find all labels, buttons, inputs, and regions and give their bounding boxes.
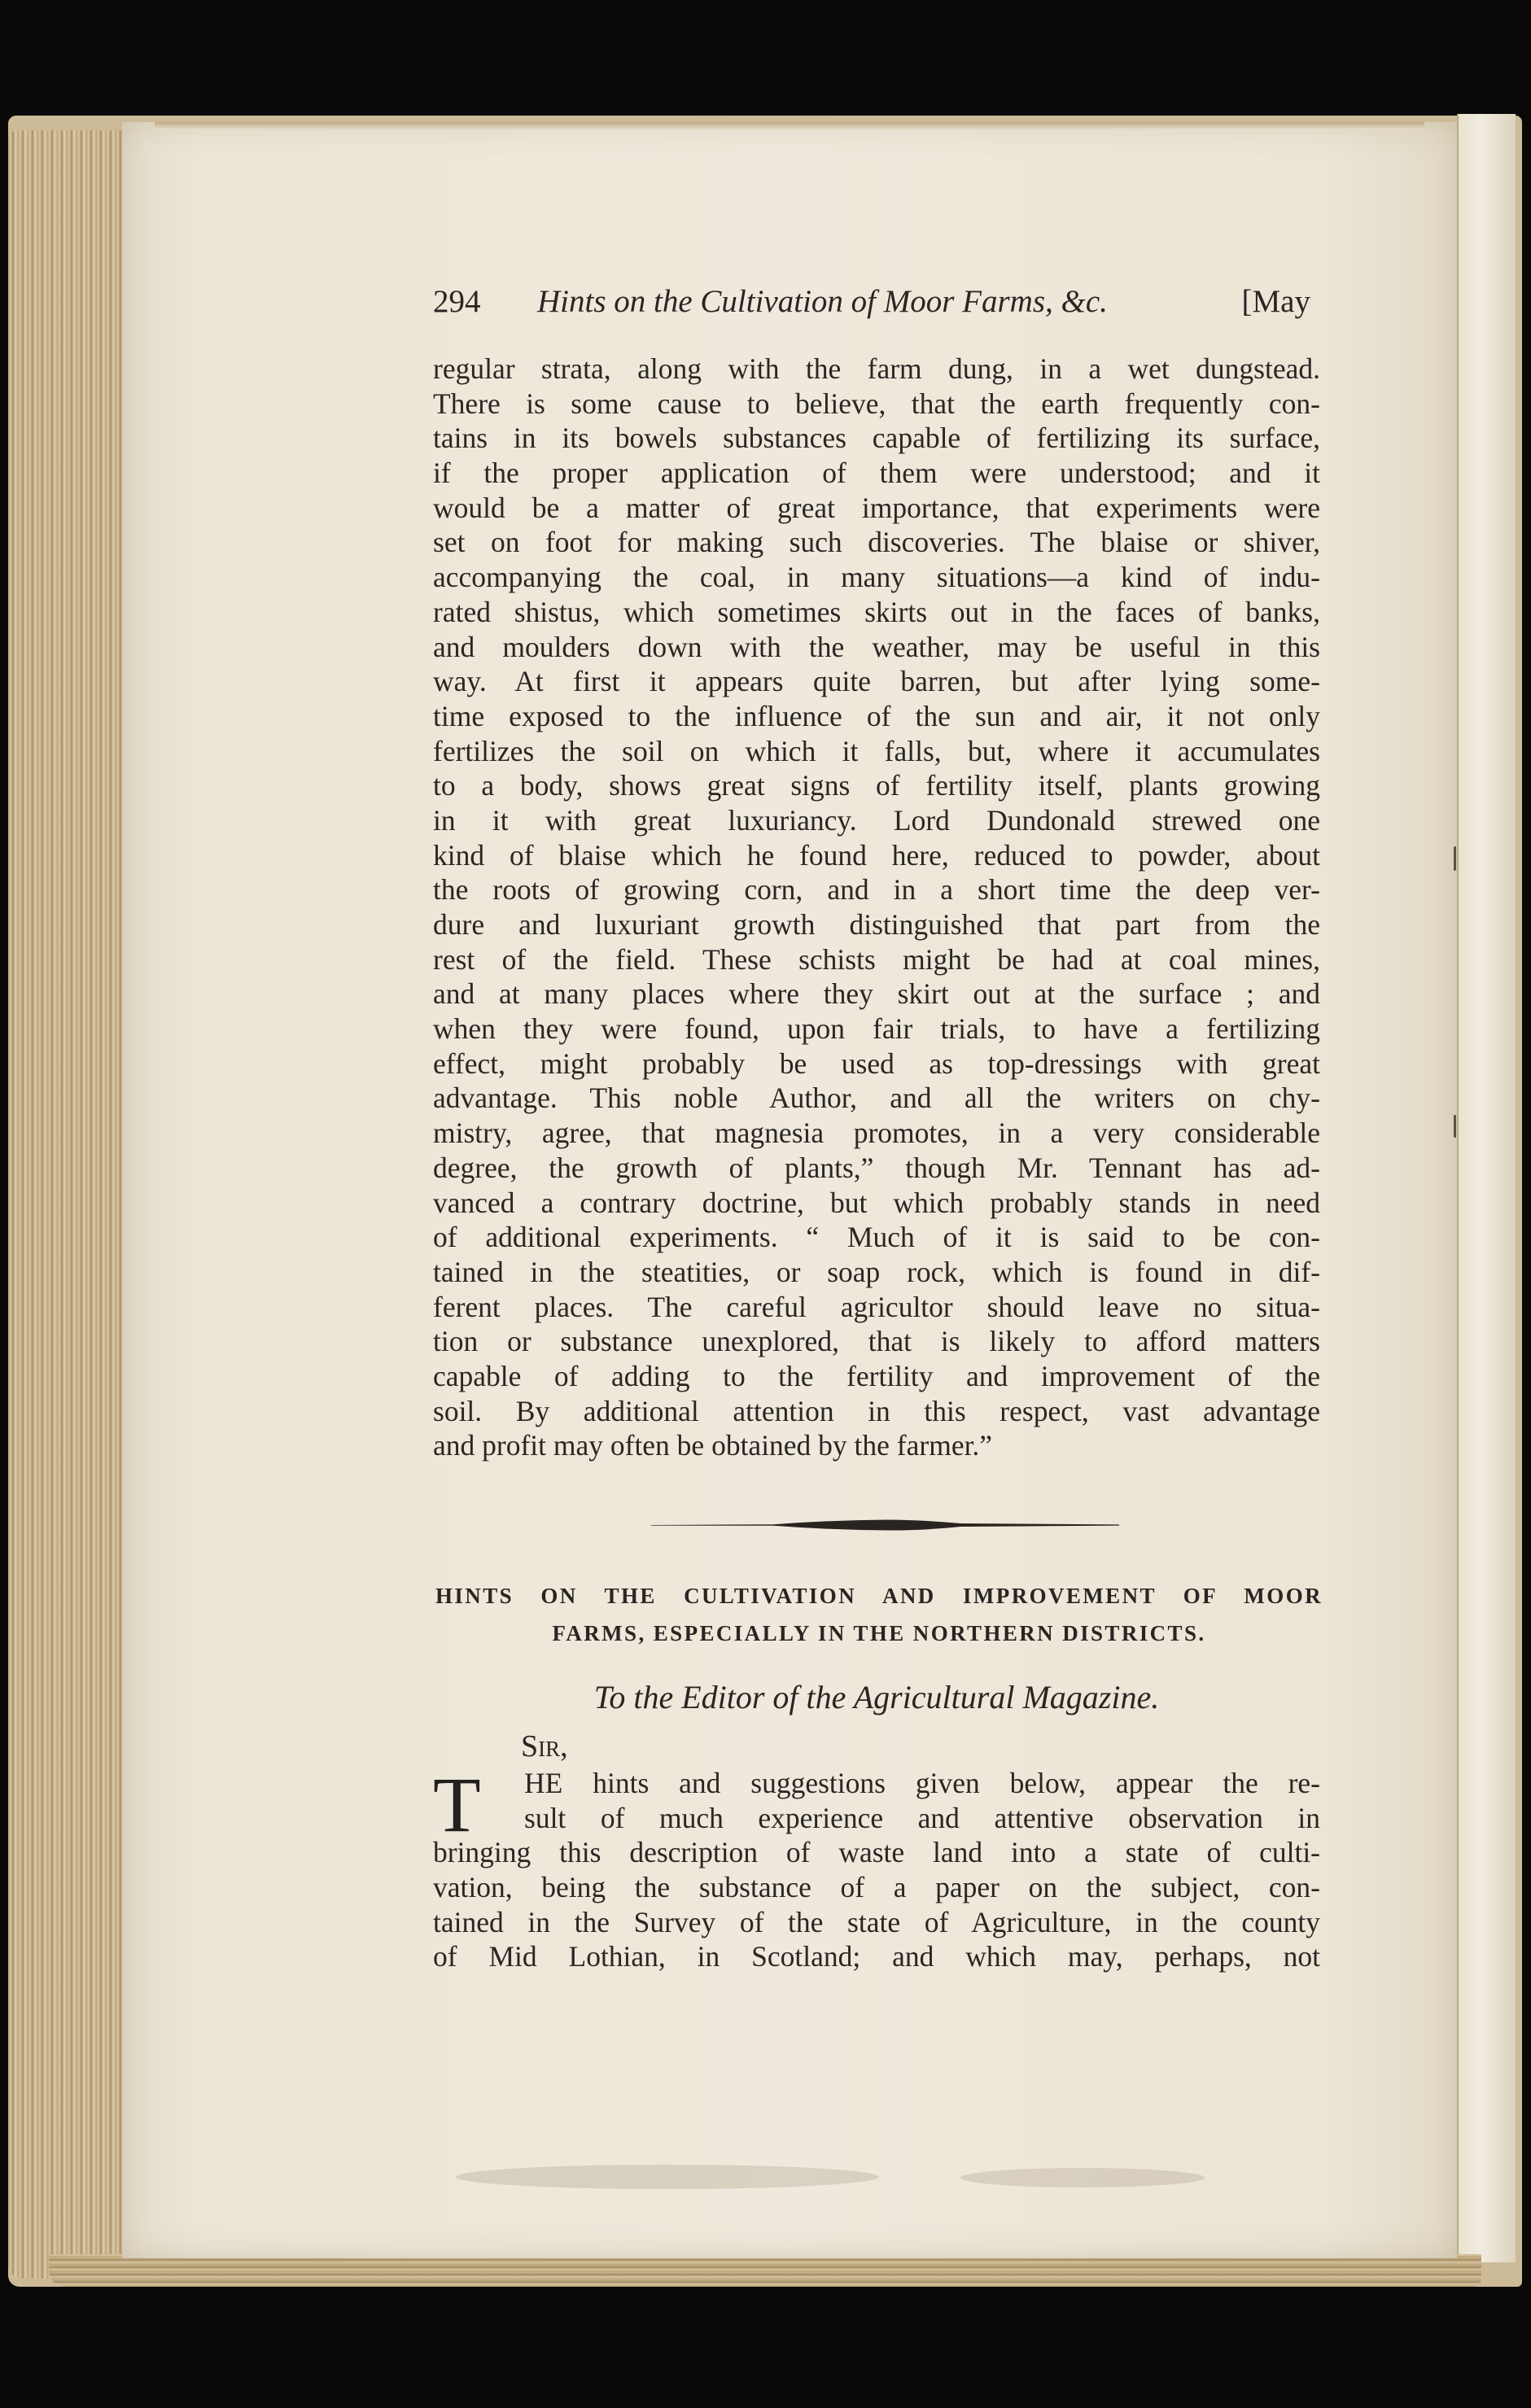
body-line: and at many places where they skirt out at the surface ; and	[433, 977, 1320, 1011]
ink-smudge	[960, 2168, 1205, 2187]
drop-cap: T	[433, 1761, 481, 1848]
body-line: set on foot for making such discoveries. The blaise or shiver,	[433, 526, 1320, 559]
body-line: tion or substance unexplored, that is likely to afford matters	[433, 1325, 1320, 1358]
running-title: Hints on the Cultivation of Moor Farms, &c.	[537, 284, 1108, 319]
letter-line: tained in the Survey of the state of Agriculture, in the county	[433, 1905, 1320, 1938]
body-line: tained in the steatities, or soap rock, which is found in dif-	[433, 1255, 1320, 1288]
body-line: to a body, shows great signs of fertility itself, plants growing	[433, 769, 1320, 802]
body-line: dure and luxuriant growth distinguished that part from the	[433, 908, 1320, 941]
letter-text	[433, 1761, 1320, 1974]
bottom-edge-leaves	[49, 2254, 1481, 2287]
body-line: There is some cause to believe, that the earth frequently con-	[433, 387, 1320, 420]
page-top-edge	[155, 122, 1424, 130]
letter-line: HE hints and suggestions given below, appear the re-	[524, 1767, 1320, 1799]
section-heading	[435, 1577, 1323, 1652]
body-line: rated shistus, which sometimes skirts out in the faces of banks,	[433, 595, 1320, 628]
body-line: effect, might probably be used as top-dressings with great	[433, 1047, 1320, 1080]
body-line: rest of the field. These schists might be had at coal mines,	[433, 942, 1320, 976]
body-line: degree, the growth of plants,” though Mr. Tennant has ad-	[433, 1151, 1320, 1184]
running-head	[433, 283, 1320, 324]
fore-edge-leaves	[8, 130, 130, 2279]
body-line: advantage. This noble Author, and all the writers on chy-	[433, 1082, 1320, 1115]
body-line: ferent places. The careful agricultor should leave no situa-	[433, 1290, 1320, 1323]
body-line: and moulders down with the weather, may be useful in this	[433, 630, 1320, 663]
body-line: vanced a contrary doctrine, but which probably stands in need	[433, 1186, 1320, 1219]
body-line: fertilizes the soil on which it falls, but, where it accumulates	[433, 734, 1320, 767]
letter-line: bringing this description of waste land into a state of culti-	[433, 1836, 1320, 1869]
body-line: tains in its bowels substances capable of fertilizing its surface,	[433, 422, 1320, 455]
letter-line: vation, being the substance of a paper on the subject, con-	[433, 1871, 1320, 1904]
body-line: soil. By additional attention in this respect, vast advantage	[433, 1394, 1320, 1427]
body-line: way. At first it appears quite barren, but after lying some-	[433, 665, 1320, 698]
margin-mark	[1454, 1115, 1456, 1138]
letter-line: of Mid Lothian, in Scotland; and which may, perhaps, not	[433, 1940, 1320, 1973]
salutation: Sir,	[521, 1729, 568, 1763]
body-line: capable of adding to the fertility and improvement of the	[433, 1359, 1320, 1392]
body-line: of additional experiments. “ Much of it is said to be con-	[433, 1221, 1320, 1254]
body-line: the roots of growing corn, and in a short time the deep ver-	[433, 873, 1320, 907]
body-line: would be a matter of great importance, that experiments were	[433, 491, 1320, 524]
margin-mark	[1454, 846, 1456, 871]
letter-line: sult of much experience and attentive observation in	[524, 1801, 1320, 1834]
body-text	[433, 352, 1320, 1463]
section-heading-line-2: FARMS, ESPECIALLY IN THE NORTHERN DISTRICTS.	[552, 1621, 1206, 1645]
body-line: kind of blaise which he found here, reduced to powder, about	[433, 838, 1320, 872]
page-number: 294	[433, 284, 481, 319]
body-line: mistry, agree, that magnesia promotes, in a very considerable	[433, 1117, 1320, 1150]
section-divider-rule	[651, 1519, 1119, 1532]
editor-address: To the Editor of the Agricultural Magazine.	[593, 1679, 1160, 1715]
ink-smudge	[456, 2165, 879, 2189]
body-line: time exposed to the influence of the sun and air, it not only	[433, 699, 1320, 732]
body-line: if the proper application of them were understood; and it	[433, 457, 1320, 490]
body-line: in it with great luxuriancy. Lord Dundonald strewed one	[433, 803, 1320, 837]
facing-page-edge	[1457, 114, 1516, 2262]
section-heading-line-1: HINTS ON THE CULTIVATION AND IMPROVEMENT OF MOOR	[435, 1584, 1323, 1608]
running-month: [May	[1241, 284, 1310, 319]
body-line: regular strata, along with the farm dung, in a wet dungstead.	[433, 352, 1320, 385]
body-line: when they were found, upon fair trials, to have a fertilizing	[433, 1012, 1320, 1046]
body-line: and profit may often be obtained by the farmer.”	[433, 1429, 993, 1462]
body-line: accompanying the coal, in many situations—a kind of indu-	[433, 561, 1320, 594]
